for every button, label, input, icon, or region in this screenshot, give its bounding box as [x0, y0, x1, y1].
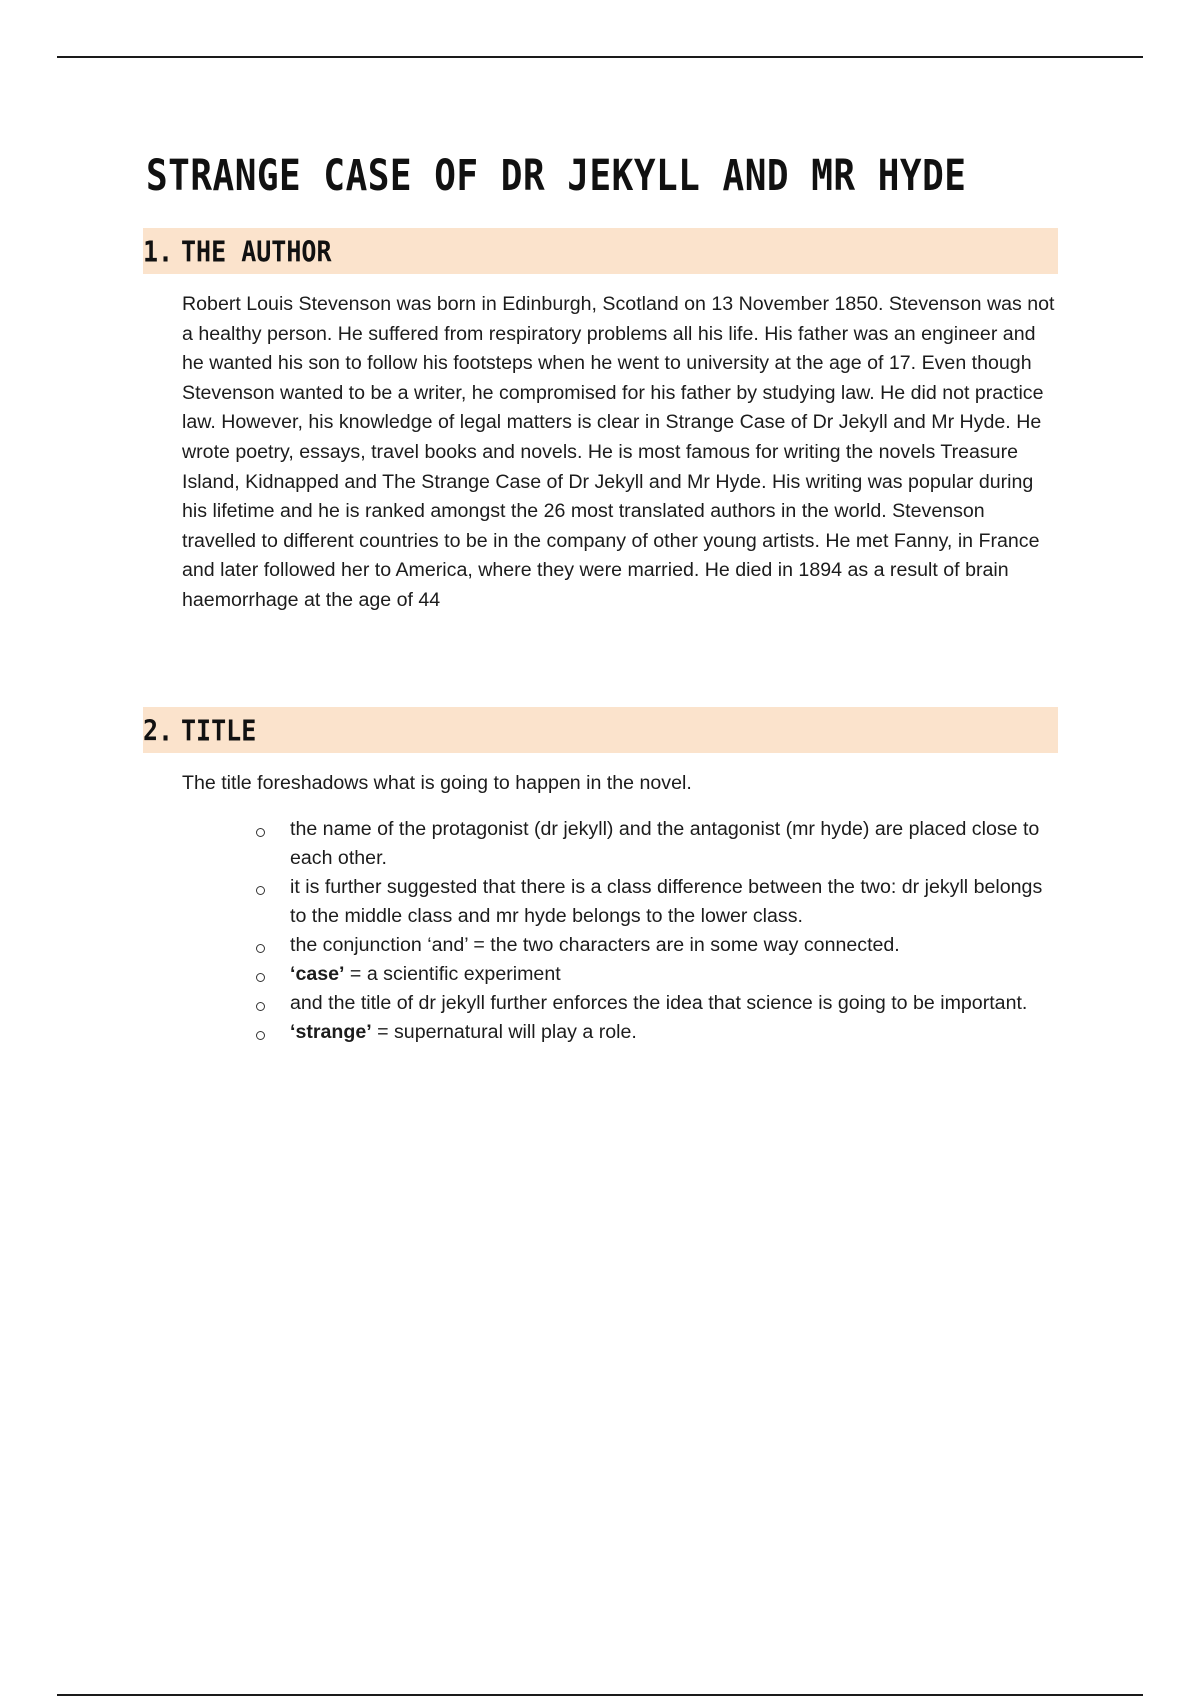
bullet-text: and the title of dr jekyll further enforces the idea that science is going to be important.: [290, 992, 1028, 1014]
list-item: [250, 873, 1050, 931]
list-item: [250, 989, 1050, 1018]
bullet-bold-term: ‘case’: [290, 963, 345, 985]
title-intro-paragraph: The title foreshadows what is going to happen in the novel.: [182, 772, 692, 794]
circle-bullet-icon: [256, 828, 265, 837]
section-author-heading: [143, 225, 332, 278]
bullet-text: it is further suggested that there is a class difference between the two: dr jekyll belongs to the middle class and mr hyde belongs to the lower class.: [290, 876, 1043, 927]
circle-bullet-icon: [256, 944, 265, 953]
circle-bullet-icon: [256, 886, 265, 895]
bullet-text: = supernatural will play a role.: [371, 1021, 637, 1043]
list-item: [250, 1018, 1050, 1047]
author-paragraph: Robert Louis Stevenson was born in Edinburgh, Scotland on 13 November 1850. Stevenson was not a healthy person. He suffered from respiratory problems all his life. His father was an engineer and he wanted his son to follow his footsteps when he went to university at the age of 17. Even though Stevenson wanted to be a writer, he compromised for his father by studying law. He did not practice law. However, his knowledge of legal matters is clear in Strange Case of Dr Jekyll and Mr Hyde. He wrote poetry, essays, travel books and novels. He is most famous for writing the novels Treasure Island, Kidnapped and The Strange Case of Dr Jekyll and Mr Hyde. His writing was popular during his lifetime and he is ranked amongst the 26 most translated authors in the world. Stevenson travelled to different countries to be in the company of other young artists. He met Fanny, in France and later followed her to America, where they were married. He died in 1894 as a result of brain haemorrhage at the age of 44: [182, 293, 1055, 611]
bullet-text: the name of the protagonist (dr jekyll) and the antagonist (mr hyde) are placed close to each other.: [290, 818, 1040, 869]
section-title-header: [143, 707, 1058, 753]
bullet-bold-term: ‘strange’: [290, 1021, 372, 1043]
list-item: [250, 815, 1050, 873]
circle-bullet-icon: [256, 973, 265, 982]
section-number: 1.: [143, 234, 174, 268]
bottom-rule: [57, 1694, 1143, 1696]
section-title: THE AUTHOR: [181, 234, 332, 268]
circle-bullet-icon: [256, 1031, 265, 1040]
bullet-text: = a scientific experiment: [344, 963, 561, 985]
bullet-text: the conjunction ‘and’ = the two characters are in some way connected.: [290, 934, 900, 956]
section-number: 2.: [143, 713, 174, 747]
circle-bullet-icon: [256, 1002, 265, 1011]
list-item: [250, 960, 1050, 989]
title-bullet-list: [250, 815, 1050, 1047]
section-title-heading: [143, 704, 256, 757]
top-rule: [57, 56, 1143, 58]
document-title: STRANGE CASE OF DR JEKYLL AND MR HYDE: [146, 152, 967, 201]
section-title: TITLE: [181, 713, 257, 747]
list-item: [250, 931, 1050, 960]
section-author-header: [143, 228, 1058, 274]
